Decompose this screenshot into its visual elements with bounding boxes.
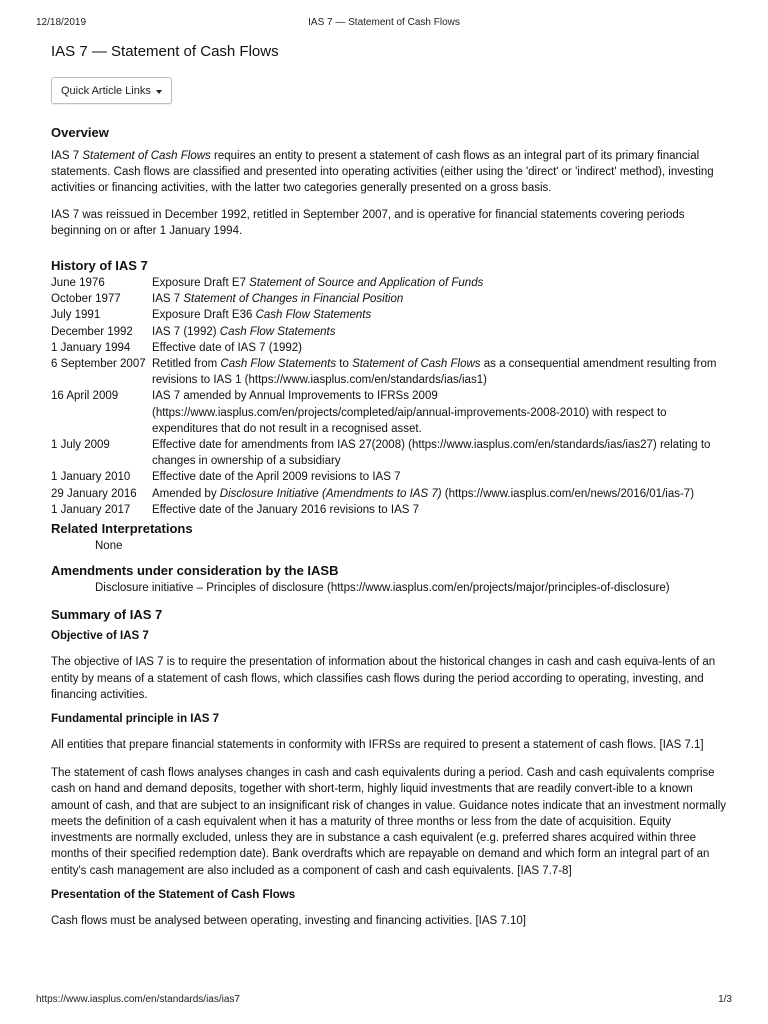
print-title: IAS 7 — Statement of Cash Flows [308, 17, 460, 28]
quick-article-links-button[interactable] [51, 77, 172, 104]
history-date: 1 July 2009 [51, 439, 110, 452]
overview-paragraph-1: IAS 7 Statement of Cash Flows requires an entity to present a statement of cash flows as an integral part of its primary financial statements. Cash flows are classified and presented into operating activities (either using the 'direct' or 'indirect' method), investing activities or financing activities, with the latter two categories generally presented on a gross basis. [51, 150, 714, 195]
history-row [51, 275, 728, 291]
history-row [51, 291, 728, 307]
print-footer [36, 994, 732, 1008]
fundamental-principle-heading: Fundamental principle in IAS 7 [51, 713, 220, 726]
history-event: Amended by Disclosure Initiative (Amendments to IAS 7) (https://www.iasplus.com/en/news/2016/01/ias-7) [152, 487, 695, 500]
amendments-item: Disclosure initiative – Principles of disclosure (https://www.iasplus.com/en/projects/major/principles-of-disclosure) [95, 582, 670, 595]
history-date: 29 January 2016 [51, 487, 137, 500]
fundamental-paragraph-2: The statement of cash flows analyses changes in cash and cash equivalents during a period. Cash and cash equivalents comprise cash on hand and demand deposits, together with short-term, highly liquid investments that are readily convert-ible to a known amount of cash, and that are subject to an insignificant risk of changes in value. Guidance notes indicate that an investment normally meets the definition of a cash equivalent when it has a maturity of three months or less from the date of acquisition. Equity investments are normally excluded, unless they are in substance a cash equivalent (e.g. preferred shares acquired within three months of their specified redemption date). Bank overdrafts which are repayable on demand and which form an integral part of an entity's cash management are also included as a component of cash and cash equivalents. [IAS 7.7-8] [51, 767, 727, 877]
history-row [51, 469, 728, 485]
overview-heading: Overview [51, 125, 109, 140]
page-title: IAS 7 — Statement of Cash Flows [51, 43, 279, 60]
article [51, 42, 728, 929]
fundamental-paragraph-1: All entities that prepare financial statements in conformity with IFRSs are required to present a statement of cash flows. [IAS 7.1] [51, 739, 704, 752]
objective-heading: Objective of IAS 7 [51, 630, 149, 643]
history-row [51, 502, 728, 518]
amendments-heading: Amendments under consideration by the IASB [51, 563, 339, 579]
history-date: 1 January 2017 [51, 503, 131, 516]
print-page-number: 1/3 [718, 994, 732, 1005]
history-date: June 1976 [51, 277, 105, 290]
related-interpretations-value: None [95, 540, 123, 553]
history-date: October 1977 [51, 293, 121, 306]
quick-article-links-label: Quick Article Links [61, 84, 151, 97]
history-event: Retitled from Cash Flow Statements to Statement of Cash Flows as a consequential amendment resulting from revisions to IAS 1 (https://www.iasplus.com/en/standards/ias/ias1) [152, 358, 717, 387]
history-date: July 1991 [51, 309, 101, 322]
history-date: 1 January 2010 [51, 471, 131, 484]
history-event: Exposure Draft E7 Statement of Source and Application of Funds [152, 277, 484, 290]
history-heading: History of IAS 7 [51, 258, 148, 274]
history-event: Effective date of the January 2016 revisions to IAS 7 [152, 503, 420, 516]
related-interpretations-heading: Related Interpretations [51, 521, 193, 537]
print-footer-url: https://www.iasplus.com/en/standards/ias/ias7 [36, 994, 240, 1005]
presentation-heading: Presentation of the Statement of Cash Flows [51, 888, 296, 901]
summary-heading: Summary of IAS 7 [51, 607, 163, 623]
history-date: 16 April 2009 [51, 390, 119, 403]
print-date: 12/18/2019 [36, 17, 87, 28]
history-date: December 1992 [51, 325, 133, 338]
history-row [51, 340, 728, 356]
print-header [36, 17, 732, 31]
history-table [51, 275, 728, 518]
history-row [51, 324, 728, 340]
objective-text: The objective of IAS 7 is to require the presentation of information about the historical changes in cash and cash equiva-lents of an entity by means of a statement of cash flows, which classifies cash flows during the period according to operating, investing, and financing activities. [51, 656, 716, 701]
history-event: IAS 7 (1992) Cash Flow Statements [152, 325, 336, 338]
history-event: Effective date of IAS 7 (1992) [152, 341, 303, 354]
history-event: IAS 7 amended by Annual Improvements to IFRSs 2009 (https://www.iasplus.com/en/projects/completed/aip/annual-improvements-2008-2010) with respect to expenditures that do not result in a recognised asset. [152, 390, 667, 435]
history-event: Exposure Draft E36 Cash Flow Statements [152, 309, 372, 322]
caret-down-icon [156, 90, 162, 94]
history-row [51, 437, 728, 469]
history-date: 1 January 1994 [51, 341, 131, 354]
history-date: 6 September 2007 [51, 358, 146, 371]
history-row [51, 388, 728, 437]
overview-paragraph-2: IAS 7 was reissued in December 1992, retitled in September 2007, and is operative for financial statements covering periods beginning on or after 1 January 1994. [51, 208, 685, 237]
history-row [51, 486, 728, 502]
history-row [51, 307, 728, 323]
history-event: Effective date for amendments from IAS 27(2008) (https://www.iasplus.com/en/standards/ias/ias27) relating to changes in ownership of a subsidiary [152, 439, 711, 468]
history-row [51, 356, 728, 388]
history-event: Effective date of the April 2009 revisions to IAS 7 [152, 471, 401, 484]
presentation-text: Cash flows must be analysed between operating, investing and financing activities. [IAS 7.10] [51, 914, 526, 927]
history-event: IAS 7 Statement of Changes in Financial Position [152, 293, 404, 306]
